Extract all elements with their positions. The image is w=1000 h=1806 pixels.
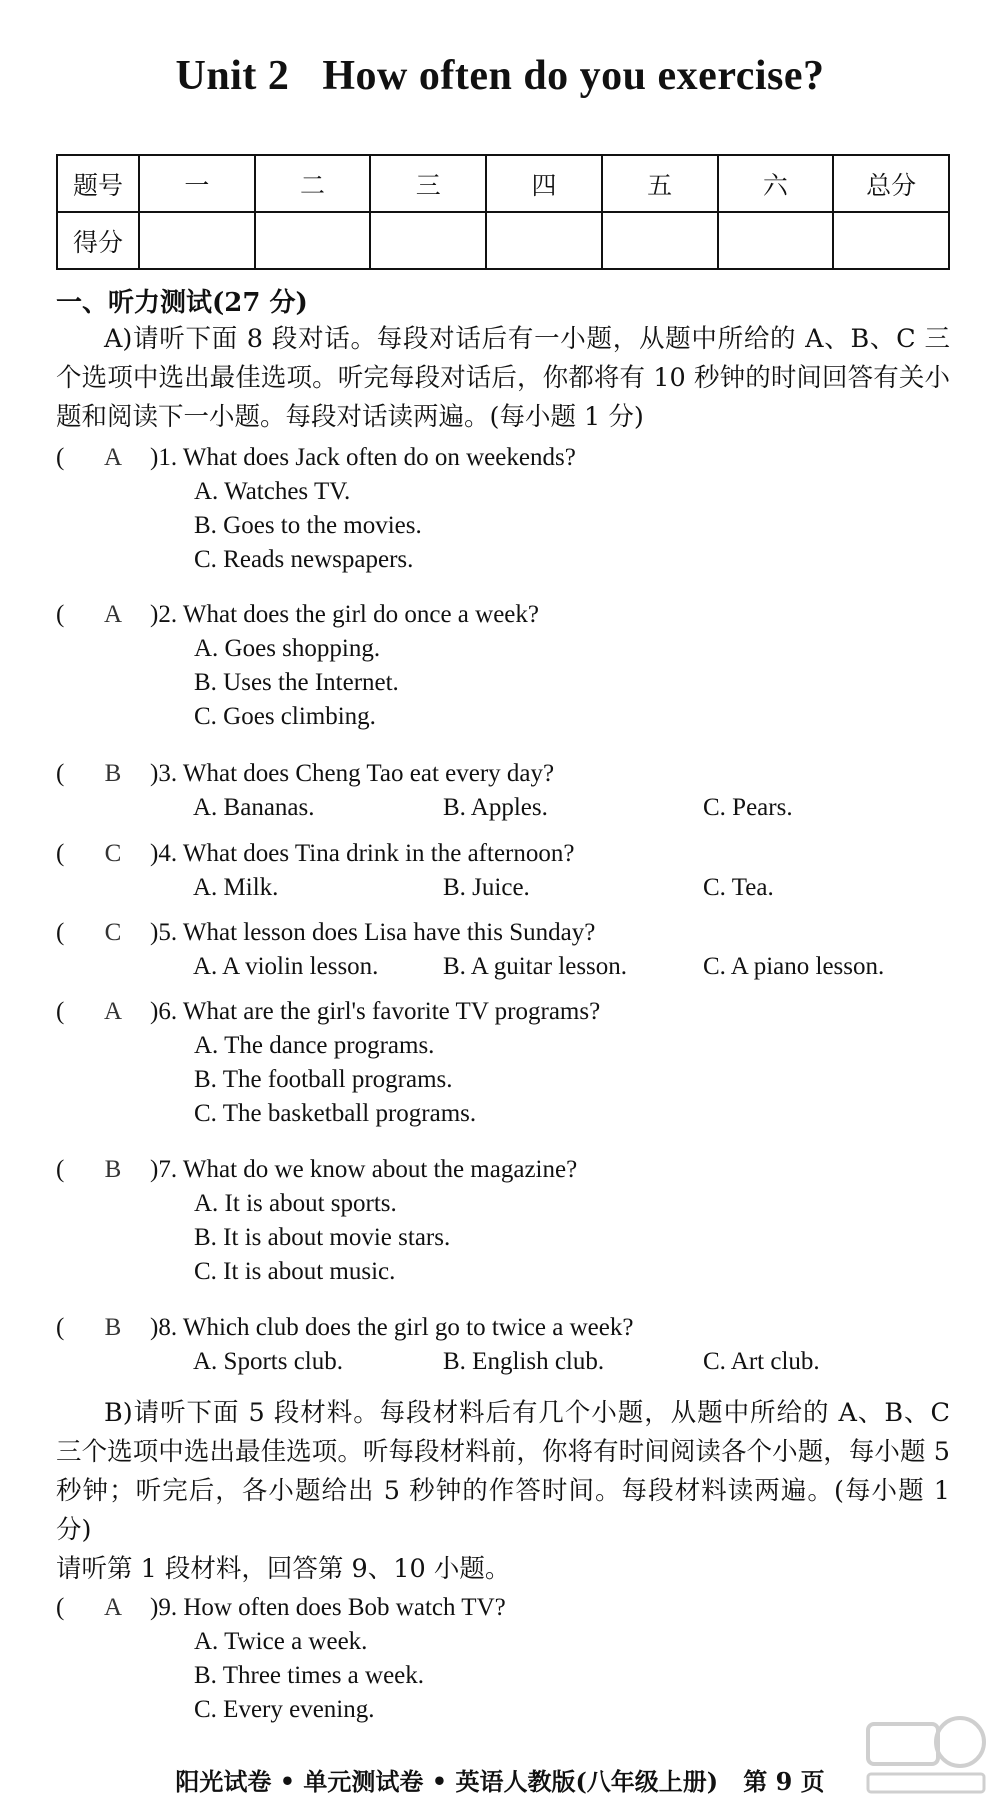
- score-header-cell: 题号: [57, 155, 139, 212]
- answer-paren-open: (: [56, 760, 65, 787]
- option-text: B. Goes to the movies.: [194, 512, 422, 539]
- question-text: )6. What are the girl's favorite TV programs?: [150, 998, 601, 1025]
- answer-paren-open: (: [56, 601, 65, 628]
- option-text: A. Bananas.: [193, 794, 315, 821]
- score-row-label: 得分: [57, 212, 139, 269]
- question-text: )3. What does Cheng Tao eat every day?: [150, 760, 555, 787]
- question-text: )4. What does Tina drink in the afternoon?: [150, 840, 575, 867]
- score-header-cell: 一: [139, 155, 255, 212]
- score-table-header-row: [57, 155, 949, 212]
- answer-choice: C: [104, 840, 122, 867]
- page-title: Unit 2 How often do you exercise?: [175, 53, 825, 99]
- answer-choice: A: [103, 444, 123, 471]
- option-text: C. Reads newspapers.: [194, 546, 414, 573]
- option-text: C. Goes climbing.: [194, 703, 376, 730]
- question-line: [0, 1590, 1000, 1626]
- score-header-cell: 四: [486, 155, 602, 212]
- option-text: B. Uses the Internet.: [194, 669, 399, 696]
- answer-choice: A: [103, 1594, 123, 1621]
- question-text: )9. How often does Bob watch TV?: [150, 1594, 506, 1621]
- option-text: C. A piano lesson.: [703, 953, 885, 980]
- question-line: [0, 1310, 1000, 1346]
- option-text: A. Goes shopping.: [194, 635, 381, 662]
- option-text: A. A violin lesson.: [193, 953, 379, 980]
- option-text: B. A guitar lesson.: [443, 953, 628, 980]
- answer-paren-open: (: [56, 1594, 65, 1621]
- answer-choice: B: [104, 1156, 122, 1183]
- answer-paren-open: (: [56, 1156, 65, 1183]
- section-heading: 一、听力测试(27 分): [56, 288, 308, 318]
- option-text: B. The football programs.: [194, 1066, 453, 1093]
- score-cell[interactable]: [833, 212, 949, 269]
- option-text: C. Pears.: [703, 794, 793, 821]
- question-text: )8. Which club does the girl go to twice a week?: [150, 1314, 634, 1341]
- answer-paren-open: (: [56, 1314, 65, 1341]
- material-instruction: 请听第 1 段材料，回答第 9、10 小题。: [56, 1554, 511, 1584]
- watermark-logo-icon: [860, 1712, 990, 1798]
- option-text: A. Twice a week.: [194, 1628, 368, 1655]
- question-line: [0, 597, 1000, 633]
- score-cell[interactable]: [255, 212, 371, 269]
- score-header-cell: 六: [718, 155, 834, 212]
- part-a-instruction: A)请听下面 8 段对话。每段对话后有一小题，从题中所给的 A、B、C 三个选项中选出最佳选项。听完每段对话后，你都将有 10 秒钟的时间回答有关小题和阅读下一小题。每段对话读两遍。(每小题 1 分): [56, 324, 950, 432]
- question-line: [0, 836, 1000, 872]
- option-text: A. Watches TV.: [194, 478, 351, 505]
- question-text: )1. What does Jack often do on weekends?: [150, 444, 576, 471]
- score-header-cell: 总分: [833, 155, 949, 212]
- score-cell[interactable]: [370, 212, 486, 269]
- answer-choice: A: [103, 601, 123, 628]
- answer-paren-open: (: [56, 919, 65, 946]
- question-line: [0, 1152, 1000, 1188]
- answer-paren-open: (: [56, 840, 65, 867]
- answer-choice: C: [104, 919, 122, 946]
- question-line: [0, 994, 1000, 1030]
- score-cell[interactable]: [486, 212, 602, 269]
- question-text: )5. What lesson does Lisa have this Sunday?: [150, 919, 596, 946]
- score-header-cell: 三: [370, 155, 486, 212]
- question-text: )7. What do we know about the magazine?: [150, 1156, 578, 1183]
- option-text: C. The basketball programs.: [194, 1100, 477, 1127]
- score-cell[interactable]: [602, 212, 718, 269]
- score-header-cell: 五: [602, 155, 718, 212]
- option-text: A. Sports club.: [193, 1348, 343, 1375]
- option-text: B. Apples.: [443, 794, 548, 821]
- answer-paren-open: (: [56, 444, 65, 471]
- question-line: [0, 756, 1000, 792]
- question-line: [0, 440, 1000, 476]
- score-table-score-row: [57, 212, 949, 269]
- question-line: [0, 915, 1000, 951]
- question-text: )2. What does the girl do once a week?: [150, 601, 539, 628]
- option-text: C. Tea.: [703, 874, 774, 901]
- answer-choice: B: [104, 1314, 122, 1341]
- score-header-cell: 二: [255, 155, 371, 212]
- option-text: B. It is about movie stars.: [194, 1224, 451, 1251]
- option-text: C. Every evening.: [194, 1696, 375, 1723]
- option-text: B. English club.: [443, 1348, 605, 1375]
- option-text: C. Art club.: [703, 1348, 820, 1375]
- option-text: A. The dance programs.: [194, 1032, 435, 1059]
- part-b-instruction: B)请听下面 5 段材料。每段材料后有几个小题，从题中所给的 A、B、C 三个选项中选出最佳选项。听每段材料前，你将有时间阅读各个小题，每小题 5 秒钟；听完后，各小题给出 5 秒钟的作答时间。每段材料读两遍。(每小题 1 分): [56, 1398, 950, 1545]
- option-text: A. Milk.: [193, 874, 279, 901]
- answer-paren-open: (: [56, 998, 65, 1025]
- page-footer: 阳光试卷 • 单元测试卷 • 英语人教版(八年级上册) 第 9 页: [175, 1767, 825, 1796]
- score-cell[interactable]: [718, 212, 834, 269]
- option-text: B. Three times a week.: [194, 1662, 425, 1689]
- answer-choice: A: [103, 998, 123, 1025]
- score-cell[interactable]: [139, 212, 255, 269]
- option-text: B. Juice.: [443, 874, 530, 901]
- option-text: C. It is about music.: [194, 1258, 396, 1285]
- option-text: A. It is about sports.: [194, 1190, 397, 1217]
- answer-choice: B: [104, 760, 122, 787]
- score-table: [56, 154, 950, 270]
